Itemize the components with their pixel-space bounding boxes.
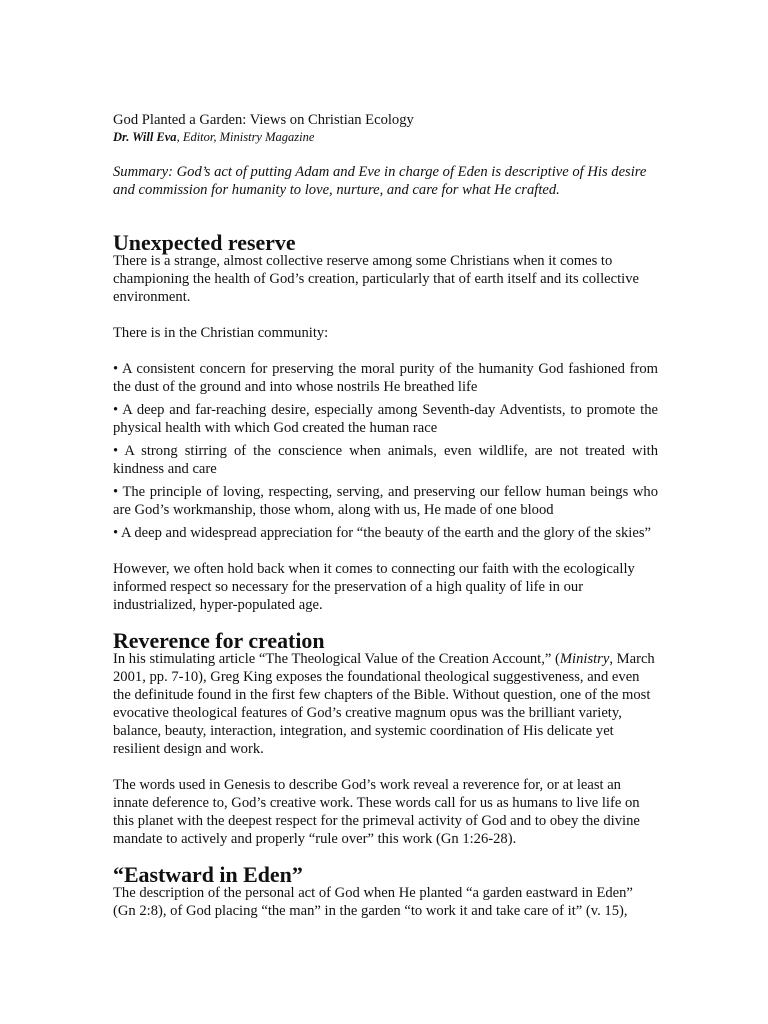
list-item: • A consistent concern for preserving the moral purity of the humanity God fashioned from the dust of the ground and into whose nostrils He breathed life [113,361,658,395]
paragraph [113,650,658,758]
paragraph: However, we often hold back when it comes to connecting our faith with the ecologically informed respect so necessary for the preservation of a high quality of life in our industrialized, hyper-populated age. [113,561,635,613]
publication-title: Ministry [559,651,610,667]
list-item: • A strong stirring of the conscience when animals, even wildlife, are not treated with kindness and care [113,443,658,477]
text-run: , March 2001, pp. 7-10), Greg King exposes the foundational theological suggestiveness, and even the definitude found in the first few chapters of the Bible. Without question, one of the most evocative theological features of God’s creative magnum opus was the brilliant variety, balance, beauty, interaction, integration, and systemic coordination of His delicate yet resilient design and work. [113,651,655,757]
author-role: , Editor, Ministry Magazine [176,130,315,144]
document-title: God Planted a Garden: Views on Christian Ecology [113,112,414,128]
document-page [113,111,658,920]
list-item: • The principle of loving, respecting, serving, and preserving our fellow human beings who are God’s workmanship, those whom, along with us, He made of one blood [113,484,658,518]
paragraph: There is in the Christian community: [113,325,329,341]
section-heading: Unexpected reserve [113,230,296,255]
list-item: • A deep and widespread appreciation for “the beauty of the earth and the glory of the skies” [113,525,651,541]
bullet-list [113,360,658,542]
summary-paragraph: Summary: God’s act of putting Adam and Eve in charge of Eden is descriptive of His desire and commission for humanity to love, nurture, and care for what He crafted. [113,164,647,198]
paragraph: The description of the personal act of God when He planted “a garden eastward in Eden” (Gn 2:8), of God placing “the man” in the garden “to work it and take care of it” (v. 15), [113,885,633,919]
section-eastward-in-eden [113,862,658,920]
paragraph: The words used in Genesis to describe God’s work reveal a reverence for, or at least an innate deference to, God’s creative work. These words call for us as humans to live life on this planet with the deepest respect for the primeval activity of God and to obey the divine mandate to actively and properly “rule over” this work (Gn 1:26-28). [113,777,640,847]
section-unexpected-reserve [113,230,658,614]
paragraph: There is a strange, almost collective reserve among some Christians when it comes to championing the health of God’s creation, particularly that of earth itself and its collective environment. [113,253,640,305]
list-item: • A deep and far-reaching desire, especially among Seventh-day Adventists, to promote the physical health with which God created the human race [113,402,658,436]
text-run: In his stimulating article “The Theological Value of the Creation Account,” ( [113,651,560,667]
author-name: Dr. Will Eva [113,130,177,144]
section-heading: Reverence for creation [113,628,325,653]
section-heading: “Eastward in Eden” [113,862,303,887]
author-byline [113,129,658,146]
section-reverence-for-creation [113,628,658,848]
